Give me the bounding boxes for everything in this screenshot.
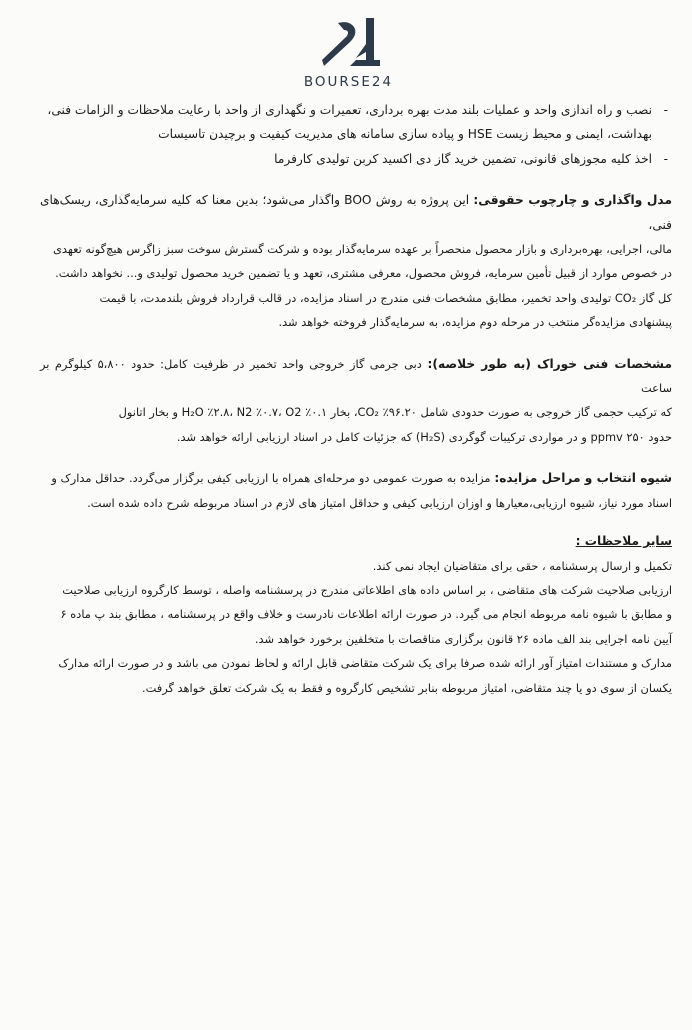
model-title: مدل واگذاری و چارچوب حقوقی: [473,193,672,208]
notes-line: آیین نامه اجرایی بند الف ماده ۲۶ قانون برگزاری مناقصات با متخلفین برخورد خواهد شد. [254,631,672,646]
model-line: مالی، اجرایی، بهره‌برداری و بازار محصول منحصراً بر عهده سرمایه‌گذار بوده و شرکت گسترش سوخت سبز زاگرس هیچ‌گونه تعهدی [52,242,672,257]
feed-title: مشخصات فنی خوراک (به طور خلاصه): [427,356,672,371]
document-body [40,98,672,700]
notes-section [40,529,672,700]
feed-section [40,352,672,450]
notes-line: و مطابق با شیوه نامه مربوطه انجام می گیرد. در صورت ارائه اطلاعات نادرست و خلاف واقع در پرسشنامه ، مطابق بند پ ماده ۶ [60,607,672,622]
notes-line: ارزیابی صلاحیت شرکت های متقاضی ، بر اساس داده های اطلاعاتی مندرج در پرسشنامه واصله ، توسط کارگروه ارزیابی صلاحیت [62,582,672,597]
feed-line: که ترکیب حجمی گاز خروجی به صورت حدودی شامل CO₂ ٪۹۶.۲۰، بخار H₂O ٪۲.۸، N2 ٪۰.۷، O2 ٪۰.۱ و بخار اتانول [118,405,672,420]
model-section [40,188,672,334]
model-line: این پروژه به روش BOO واگذار می‌شود؛ بدین معنا که کلیه سرمایه‌گذاری، ریسک‌های فنی، [40,193,672,232]
feed-line: حدود ۲۵۰ ppmv و در مواردی ترکیبات گوگردی (H₂S) که جزئیات کامل در اسناد ارزیابی ارائه خواهد شد. [176,429,672,444]
bullet-item-continuation: بهداشت، ایمنی و محیط زیست HSE و پیاده سازی سامانه های مدیریت کیفیت و برچیدن تاسیسات [158,127,652,142]
selection-line: اسناد مورد نیاز، شیوه ارزیابی،معیارها و اوزان ارزیابی کیفی و حداقل امتیاز های لازم در اسناد مربوطه شرح داده شده است. [87,495,672,510]
selection-title: شیوه انتخاب و مراحل مزایده: [494,471,672,486]
selection-line: مزایده به صورت عمومی دو مرحله‌ای همراه با ارزیابی کیفی برگزار می‌گردد. حداقل مدارک و [51,471,491,486]
selection-section [40,466,672,515]
notes-line: مدارک و مستندات امتیاز آور ارائه شده صرفا برای یک شرکت متقاضی قابل ارائه و لحاظ نمودن می باشد و در صورت ارائه مدارک [58,656,672,671]
bourse24-logo [281,14,416,92]
model-line: در خصوص موارد از قبیل تأمین سرمایه، فروش محصول، معرفی مشتری، تعهد و یا تضمین خرید محصول تولیدی و... نخواهد داشت. [55,266,672,281]
notes-line: تکمیل و ارسال پرسشنامه ، حقی برای متقاضیان ایجاد نمی کند. [372,558,672,573]
bourse24-logo-mark-icon [314,14,384,74]
model-line: کل گاز CO₂ تولیدی واحد تخمیر، مطابق مشخصات فنی مندرج در اسناد مزایده، در قالب قرارداد فروش بلندمدت، با قیمت [99,290,672,305]
model-line: پیشنهادی مزایده‌گر منتخب در مرحله دوم مزایده، به سرمایه‌گذار فروخته خواهد شد. [278,315,672,330]
logo-wordmark: BOURSE24 [303,74,394,90]
bullet-item: - اخذ کلیه مجوزهای قانونی، تضمین خرید گاز دی اکسید کربن تولیدی کارفرما [274,151,668,166]
bullet-item: - نصب و راه اندازی واحد و عملیات بلند مدت بهره برداری، تعمیرات و نگهداری از واحد با رعایت ملاحظات و الزامات فنی، [47,103,668,117]
notes-line: یکسان از سوی دو یا چند متقاضی، امتیاز مربوطه بنابر تشخیص کارگروه و فقط به یک شرکت تعلق خواهد گرفت. [141,680,672,695]
feed-line: دبی جرمی گاز خروجی واحد تخمیر در ظرفیت کامل: حدود ۵،۸۰۰ کیلوگرم بر ساعت [40,356,672,396]
notes-title: سایر ملاحظات : [575,534,672,549]
